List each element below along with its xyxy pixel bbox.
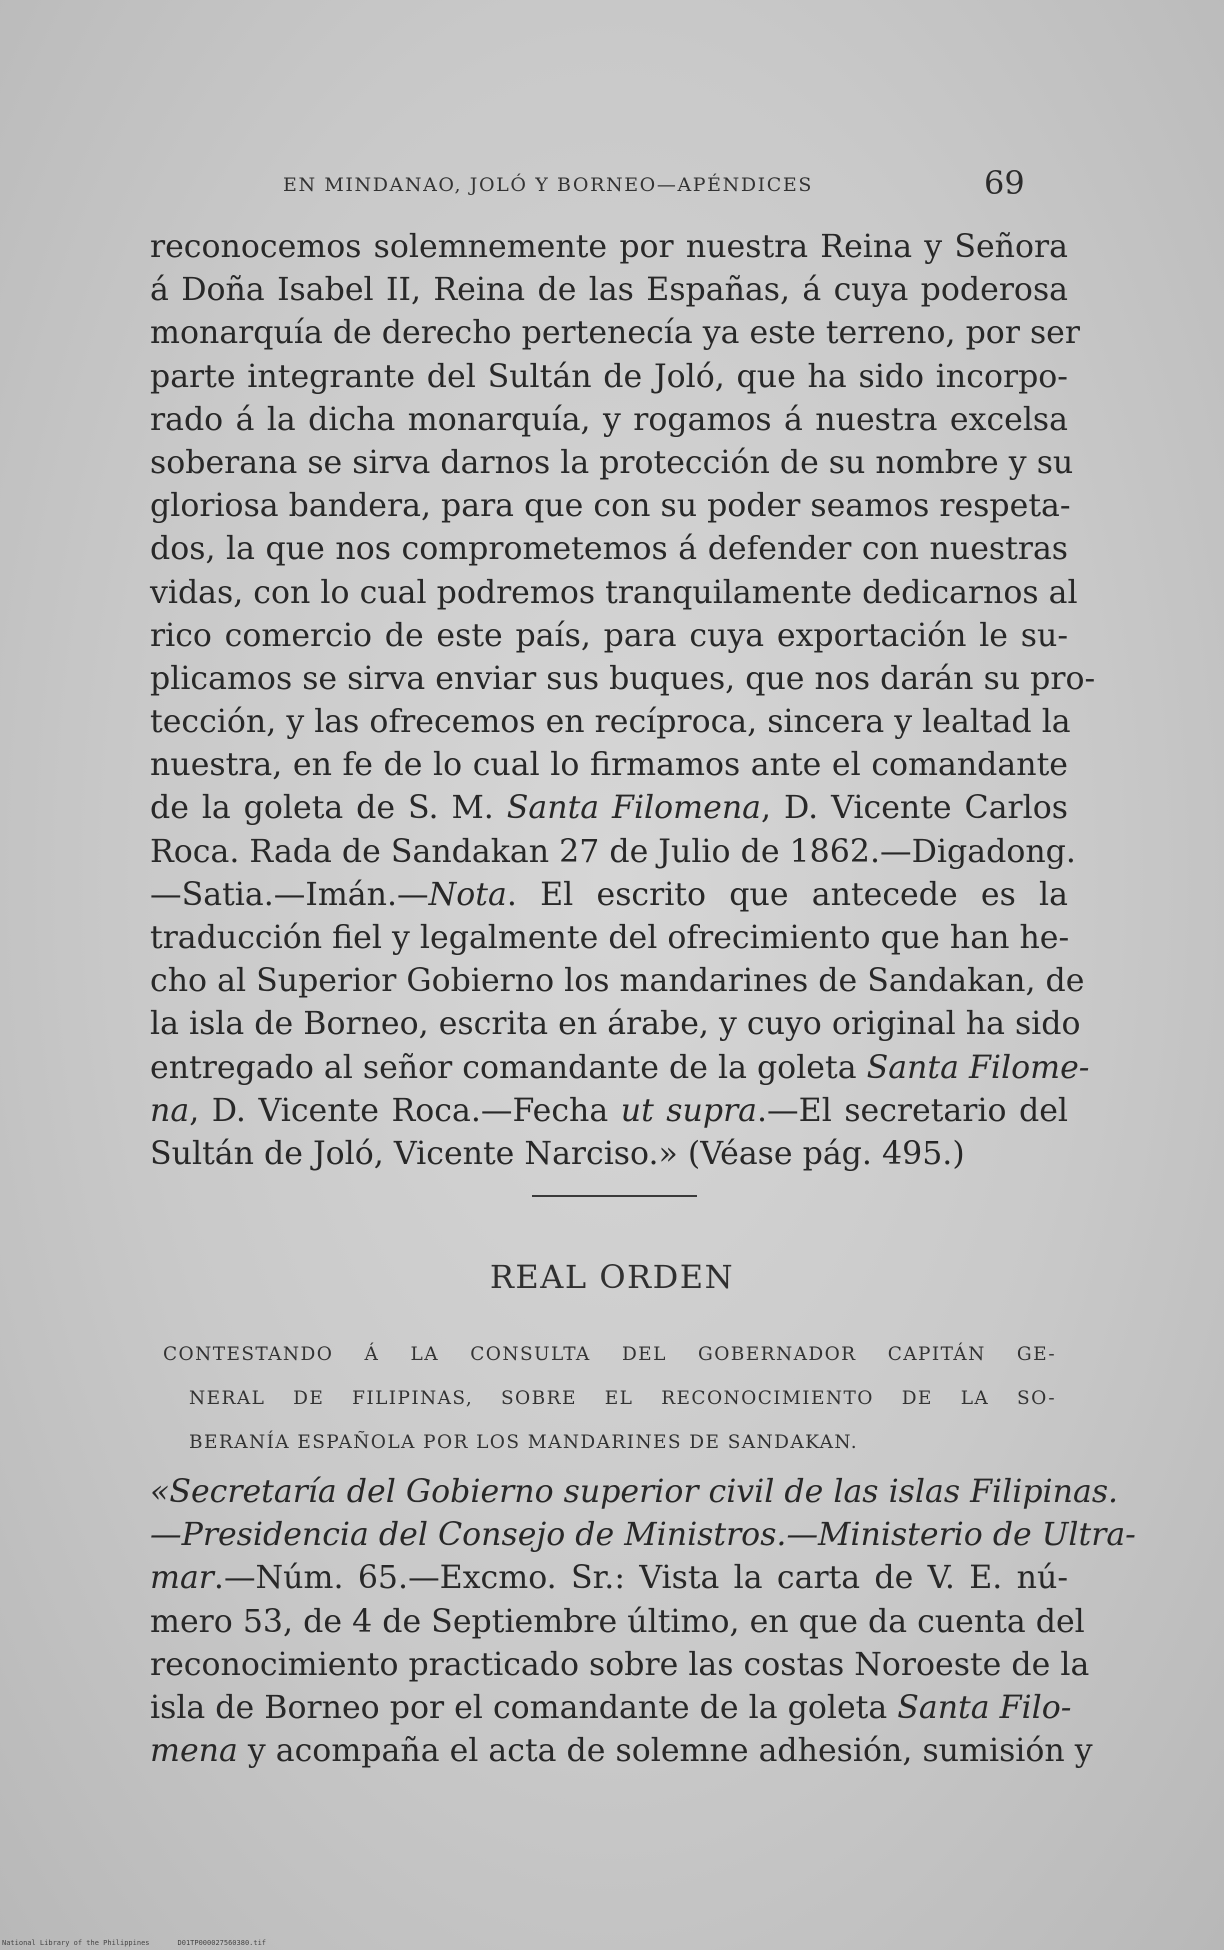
section-title: REAL ORDEN [489,1258,735,1296]
text-line: monarquía de derecho pertenecía ya este terreno, por ser [150,315,1080,352]
decree-paragraph [150,1471,1136,1773]
text-line: na, D. Vicente Roca.—Fecha ut supra.—El secretario del [150,1092,1069,1129]
text-line: rico comercio de este país, para cuya exportación le su- [150,617,1068,654]
subtitle-line: NERAL DE FILIPINAS, SOBRE EL RECONOCIMIENTO DE LA SO- [189,1388,1056,1409]
text-line: vidas, con lo cual podremos tranquilamente dedicarnos al [150,574,1078,611]
subtitle-line: CONTESTANDO Á LA CONSULTA DEL GOBERNADOR CAPITÁN GE- [163,1344,1056,1365]
text-line: soberana se sirva darnos la protección de su nombre y su [150,444,1074,481]
text-line: «Secretaría del Gobierno superior civil de las islas Filipinas. [150,1474,1119,1510]
text-line: gloriosa bandera, para que con su poder seamos respeta- [150,488,1071,525]
text-line: isla de Borneo por el comandante de la goleta Santa Filo- [150,1689,1072,1726]
page-number: 69 [984,164,1025,202]
text-line: nuestra, en fe de lo cual lo firmamos ante el comandante [150,747,1068,784]
text-line: traducción fiel y legalmente del ofrecimiento que han he- [150,920,1070,956]
text-line: mar.—Núm. 65.—Excmo. Sr.: Vista la carta de V. E. nú- [150,1560,1068,1597]
footer-file: D01TP000027560380.tif [177,1939,267,1947]
text-line: Sultán de Joló, Vicente Narciso.» (Véase pág. 495.) [150,1135,965,1172]
running-head: EN MINDANAO, JOLÓ Y BORNEO—APÉNDICES [283,174,814,196]
text-line: cho al Superior Gobierno los mandarines de Sandakan, de [150,963,1085,1000]
text-line: plicamos se sirva enviar sus buques, que nos darán su pro- [150,660,1096,697]
text-line: de la goleta de S. M. Santa Filomena, D. Vicente Carlos [150,790,1068,827]
body-paragraph [150,226,1096,1176]
text-line: rado á la dicha monarquía, y rogamos á nuestra excelsa [150,401,1068,438]
text-line: tección, y las ofrecemos en recíproca, sincera y lealtad la [150,704,1071,741]
subtitle-line: BERANÍA ESPAÑOLA POR LOS MANDARINES DE SANDAKAN. [189,1432,859,1453]
text-line: Roca. Rada de Sandakan 27 de Julio de 1862.—Digadong. [150,833,1076,870]
text-line: mero 53, de 4 de Septiembre último, en que da cuenta del [150,1603,1085,1640]
text-line: —Presidencia del Consejo de Ministros.—Ministerio de Ultra- [150,1517,1136,1554]
section-subtitle [163,1333,1056,1465]
section-divider [532,1195,697,1197]
text-line: parte integrante del Sultán de Joló, que ha sido incorpo- [150,358,1068,395]
text-line: á Doña Isabel II, Reina de las Españas, á cuya poderosa [150,272,1068,309]
text-line: reconocemos solemnemente por nuestra Reina y Señora [150,229,1068,265]
footer-library: National Library of the Philippines [2,1939,150,1947]
text-line: dos, la que nos comprometemos á defender con nuestras [150,531,1068,568]
text-line: la isla de Borneo, escrita en árabe, y cuyo original ha sido [150,1006,1081,1043]
text-line: —Satia.—Imán.—Nota. El escrito que antecede es la [150,876,1068,913]
scan-footer [2,1939,266,1947]
text-line: entregado al señor comandante de la goleta Santa Filome- [150,1049,1090,1086]
text-line: reconocimiento practicado sobre las costas Noroeste de la [150,1646,1090,1683]
text-line: mena y acompaña el acta de solemne adhesión, sumisión y [150,1733,1093,1770]
